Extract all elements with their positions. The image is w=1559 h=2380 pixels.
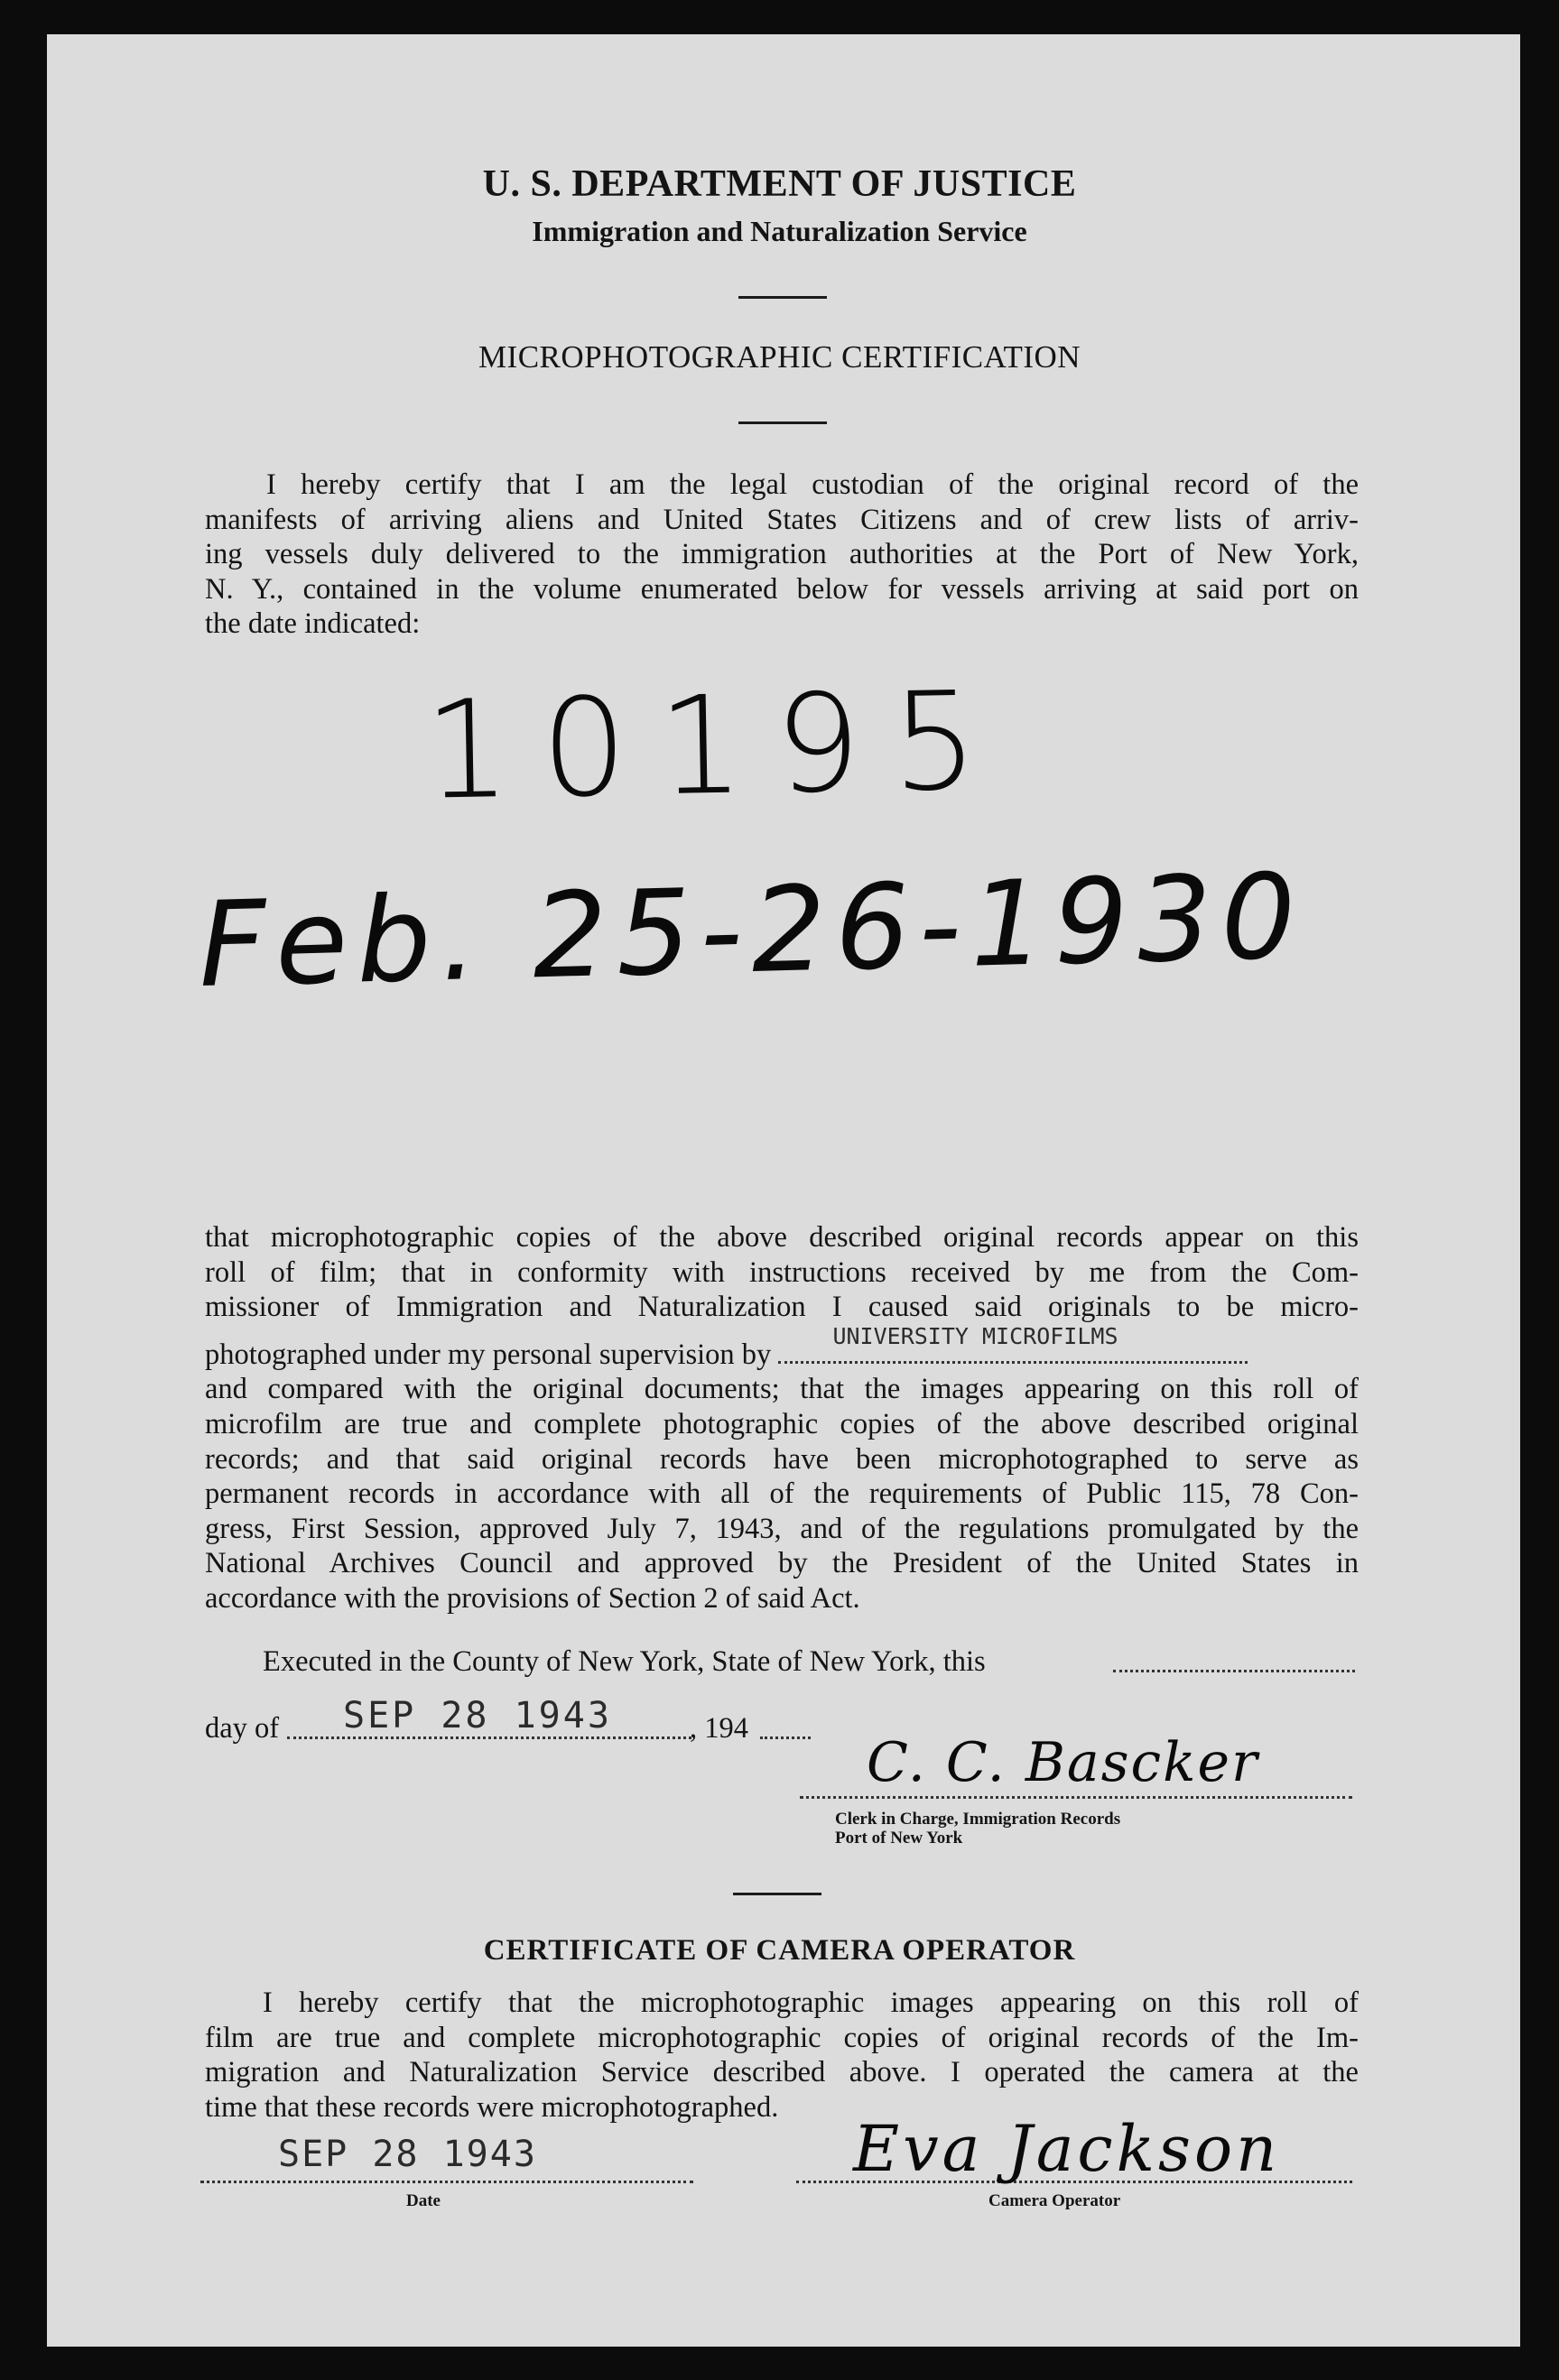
clerk-signature: C. C. Bascker — [867, 1731, 1259, 1794]
year-field — [760, 1736, 811, 1739]
certification-heading: MICROPHOTOGRAPHIC CERTIFICATION — [478, 339, 1081, 375]
year-prefix: , 194 — [690, 1712, 748, 1745]
supervision-line — [205, 1322, 1359, 1373]
body-line: microfilm are true and complete photographic copies of the above described original — [205, 1407, 1359, 1440]
body-line: missioner of Immigration and Naturalization I caused said originals to be micro- — [205, 1291, 1359, 1324]
camera-date-stamp: SEP 28 1943 — [278, 2134, 537, 2175]
executed-line — [205, 1644, 1359, 1680]
camera-line: time that these records were microphotographed. — [205, 2090, 779, 2124]
intro-line: ing vessels duly delivered to the immigration authorities at the Port of New York, — [205, 538, 1359, 571]
executed-text: Executed in the County of New York, State of New York, this — [263, 1645, 986, 1678]
microfilmer-stamp: UNIVERSITY MICROFILMS — [832, 1322, 1118, 1349]
body-line: that microphotographic copies of the above described original records appear on this — [205, 1221, 1359, 1254]
handwritten-volume-number: 10195 — [422, 662, 1010, 830]
camera-date-field — [200, 2181, 693, 2183]
clerk-title-line: Clerk in Charge, Immigration Records — [835, 1810, 1121, 1829]
body-line: records; and that said original records have been microphotographed to serve as — [205, 1442, 1359, 1476]
intro-line: manifests of arriving aliens and United States Citizens and of crew lists of arriv- — [205, 503, 1359, 536]
body-paragraph — [205, 1220, 1359, 1616]
camera-line: I hereby certify that the microphotographic images appearing on this roll of — [263, 1986, 1359, 2019]
operator-signature: Eva Jackson — [853, 2112, 1281, 2186]
intro-paragraph — [205, 468, 1359, 642]
intro-line: I hereby certify that I am the legal custodian of the original record of the — [266, 468, 1359, 501]
body-line: and compared with the original documents; that the images appearing on this roll of — [205, 1373, 1359, 1406]
clerk-title — [835, 1810, 1120, 1848]
body-line: accordance with the provisions of Section 2 of said Act. — [205, 1581, 860, 1615]
camera-line: migration and Naturalization Service described above. I operated the camera at the — [205, 2056, 1359, 2089]
body-line: permanent records in accordance with all of the requirements of Public 115, 78 Con- — [205, 1477, 1359, 1511]
divider — [733, 1893, 821, 1895]
camera-line: film are true and complete microphotographic copies of original records of the Im- — [205, 2021, 1359, 2054]
day-of-field — [287, 1736, 691, 1739]
body-line: gress, First Session, approved July 7, 1943, and of the regulations promulgated by the — [205, 1512, 1359, 1545]
date-label: Date — [406, 2191, 441, 2210]
body-line: roll of film; that in conformity with instructions received by me from the Com- — [205, 1255, 1359, 1289]
intro-line: N. Y., contained in the volume enumerated below for vessels arriving at said port on — [205, 572, 1359, 606]
divider — [738, 421, 827, 424]
camera-paragraph — [205, 1986, 1359, 2125]
operator-label: Camera Operator — [988, 2191, 1121, 2210]
executed-date-stamp: SEP 28 1943 — [343, 1695, 612, 1736]
body-line: National Archives Council and approved by the President of the United States in — [205, 1547, 1359, 1580]
clerk-signature-line — [800, 1796, 1352, 1799]
clerk-title-line: Port of New York — [835, 1829, 963, 1848]
handwritten-date-range: Feb. 25-26-1930 — [197, 847, 1307, 1014]
day-of-label: day of — [205, 1712, 280, 1745]
supervision-text: photographed under my personal supervision by — [205, 1338, 772, 1371]
department-title: U. S. DEPARTMENT OF JUSTICE — [482, 163, 1077, 205]
intro-line: the date indicated: — [205, 607, 421, 641]
camera-operator-heading: CERTIFICATE OF CAMERA OPERATOR — [483, 1934, 1076, 1967]
divider — [738, 296, 827, 299]
executed-day-field — [1113, 1670, 1355, 1672]
service-subtitle: Immigration and Naturalization Service — [532, 215, 1027, 247]
microfilmer-field — [778, 1322, 1248, 1364]
